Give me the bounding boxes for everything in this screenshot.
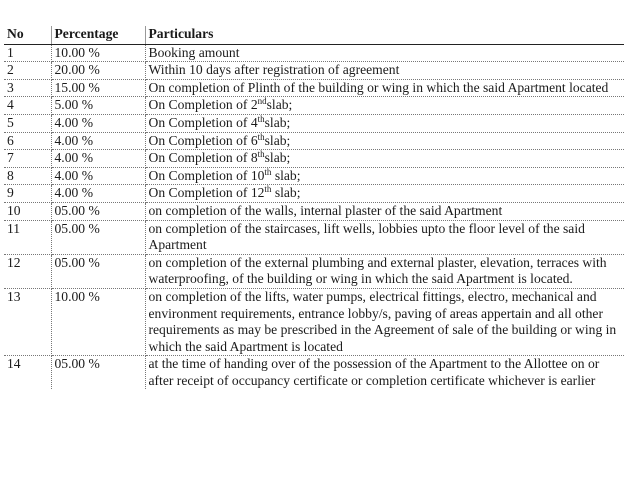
header-no: No [4,26,51,44]
row-percentage: 05.00 % [51,356,145,390]
row-no: 10 [4,202,51,220]
slab-suffix: slab; [271,167,301,183]
table-row [4,202,624,220]
table-row [4,62,624,80]
row-no: 7 [4,150,51,168]
row-no: 14 [4,356,51,390]
row-percentage: 20.00 % [51,62,145,80]
row-no: 9 [4,185,51,203]
ordinal-suffix: th [264,184,272,195]
row-percentage: 4.00 % [51,150,145,168]
row-no: 1 [4,44,51,62]
slab-text: On Completion of 10 [148,167,265,183]
slab-suffix: slab; [264,150,291,166]
slab-suffix: slab; [271,185,301,201]
slab-suffix: slab; [264,114,291,130]
row-percentage: 4.00 % [51,167,145,185]
row-particulars: at the time of handing over of the possession of the Apartment to the Allottee on or after receipt of occupancy certificate or completion certificate whichever is earlier [145,356,624,390]
ordinal-suffix: nd [257,96,267,107]
row-percentage: 4.00 % [51,185,145,203]
header-particulars: Particulars [145,26,624,44]
row-particulars: On completion of Plinth of the building or wing in which the said Apartment located [145,79,624,97]
table-header-row [4,26,624,44]
table-row [4,44,624,62]
slab-text: On Completion of 8 [148,150,258,166]
row-no: 2 [4,62,51,80]
slab-suffix: slab; [266,97,293,113]
row-no: 12 [4,254,51,288]
row-percentage: 10.00 % [51,44,145,62]
row-particulars: on completion of the staircases, lift wells, lobbies upto the floor level of the said Apartment [145,220,624,254]
row-percentage: 05.00 % [51,254,145,288]
row-no: 11 [4,220,51,254]
row-percentage: 05.00 % [51,220,145,254]
table-row [4,132,624,150]
ordinal-suffix: th [257,113,265,124]
table-row [4,185,624,203]
row-percentage: 15.00 % [51,79,145,97]
slab-suffix: slab; [264,132,291,148]
table-row [4,220,624,254]
ordinal-suffix: th [257,131,265,142]
row-percentage: 05.00 % [51,202,145,220]
table-row [4,254,624,288]
table-row [4,150,624,168]
row-no: 4 [4,97,51,115]
row-no: 8 [4,167,51,185]
slab-text: On Completion of 4 [148,114,258,130]
slab-text: On Completion of 2 [148,97,258,113]
row-percentage: 10.00 % [51,288,145,355]
row-percentage: 4.00 % [51,114,145,132]
table-row [4,79,624,97]
payment-schedule-table [4,26,624,389]
row-particulars [145,167,624,185]
table-row [4,97,624,115]
row-particulars: Within 10 days after registration of agreement [145,62,624,80]
row-no: 5 [4,114,51,132]
slab-text: On Completion of 12 [148,185,265,201]
row-no: 6 [4,132,51,150]
row-percentage: 4.00 % [51,132,145,150]
row-particulars: on completion of the external plumbing and external plaster, elevation, terraces with waterproofing, of the building or wing in which the said Apartment is located. [145,254,624,288]
table-row [4,114,624,132]
table-row [4,356,624,390]
row-no: 3 [4,79,51,97]
row-particulars: on completion of the walls, internal plaster of the said Apartment [145,202,624,220]
row-particulars [145,150,624,168]
row-particulars [145,185,624,203]
row-particulars [145,97,624,115]
row-percentage: 5.00 % [51,97,145,115]
row-particulars [145,132,624,150]
header-percentage: Percentage [51,26,145,44]
row-particulars: on completion of the lifts, water pumps, electrical fittings, electro, mechanical and environment requirements, entrance lobby/s, paving of areas appertain and all other requirements as may be prescribed in the Agreement of sale of the building or wing in which the said Apartment is located [145,288,624,355]
ordinal-suffix: th [257,149,265,160]
slab-text: On Completion of 6 [148,132,258,148]
table-row [4,288,624,355]
ordinal-suffix: th [264,166,272,177]
row-particulars [145,114,624,132]
row-particulars: Booking amount [145,44,624,62]
table-row [4,167,624,185]
row-no: 13 [4,288,51,355]
